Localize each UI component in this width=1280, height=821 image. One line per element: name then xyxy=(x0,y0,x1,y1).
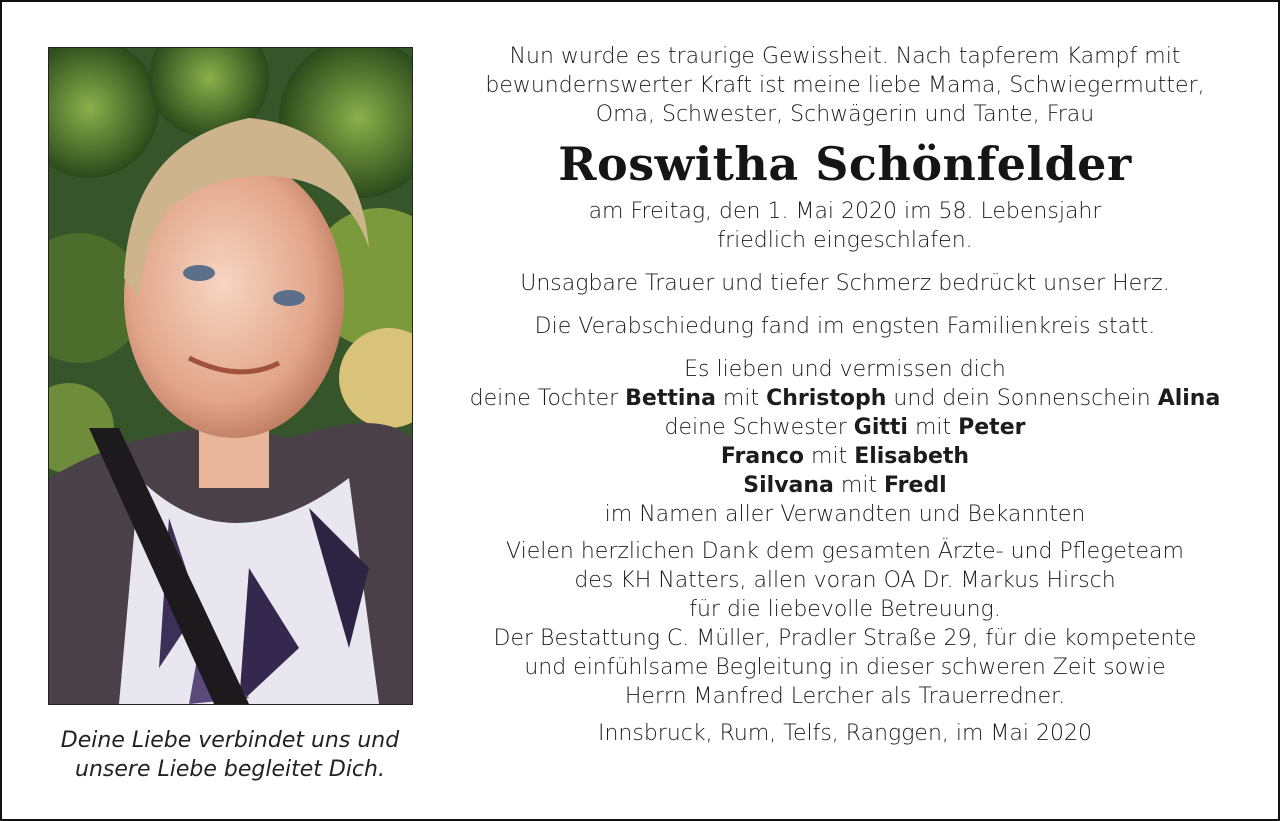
thanks-line: des KH Natters, allen voran OA Dr. Markus Hirsch xyxy=(574,568,1116,593)
thanks-line: Vielen herzlichen Dank dem gesamten Ärzte- und Pflegeteam xyxy=(506,539,1184,564)
mourners-row xyxy=(442,413,1248,442)
mourner-name: Elisabeth xyxy=(854,444,970,469)
mourner-text: deine Schwester xyxy=(664,415,854,440)
obituary-text xyxy=(442,42,1248,748)
mourner-text: und dein Sonnenschein xyxy=(886,386,1158,411)
photo-caption xyxy=(32,726,428,784)
caption-line: Deine Liebe verbindet uns und xyxy=(60,728,400,753)
farewell-line: Die Verabschiedung fand im engsten Familienkreis statt. xyxy=(534,314,1156,339)
thanks-line: und einfühlsame Begleitung in dieser schweren Zeit sowie xyxy=(524,655,1166,680)
portrait-image xyxy=(49,48,412,704)
death-line: friedlich eingeschlafen. xyxy=(717,228,973,253)
grief-line: Unsagbare Trauer und tiefer Schmerz bedrückt unser Herz. xyxy=(520,271,1170,296)
mourners-row xyxy=(442,384,1248,413)
thanks-line: für die liebevolle Betreuung. xyxy=(689,597,1001,622)
mourners-heading: Es lieben und vermissen dich xyxy=(684,357,1006,382)
mourners-row xyxy=(442,442,1248,471)
mourner-name: Peter xyxy=(958,415,1026,440)
deceased-name: Roswitha Schönfelder xyxy=(558,137,1132,191)
mourners-row xyxy=(442,471,1248,500)
death-date-line: am Freitag, den 1. Mai 2020 im 58. Lebensjahr xyxy=(588,199,1102,224)
thanks-line: Herrn Manfred Lercher als Trauerredner. xyxy=(624,684,1066,709)
mourner-text: mit xyxy=(715,386,767,411)
mourner-name: Alina xyxy=(1157,386,1221,411)
mourners-closing: im Namen aller Verwandten und Bekannten xyxy=(604,502,1086,527)
mourner-name: Silvana xyxy=(743,473,834,498)
mourner-name: Fredl xyxy=(884,473,947,498)
mourner-text: mit xyxy=(833,473,885,498)
intro-line: Nun wurde es traurige Gewissheit. Nach tapferem Kampf mit xyxy=(509,44,1181,69)
mourner-name: Bettina xyxy=(625,386,716,411)
mourner-name: Franco xyxy=(720,444,805,469)
mourner-text: mit xyxy=(804,444,855,469)
mourner-text: mit xyxy=(907,415,959,440)
mourner-text: deine Tochter xyxy=(469,386,626,411)
mourner-name: Gitti xyxy=(853,415,908,440)
place-date-line: Innsbruck, Rum, Telfs, Ranggen, im Mai 2020 xyxy=(597,721,1092,746)
caption-line: unsere Liebe begleitet Dich. xyxy=(75,757,385,782)
thanks-line: Der Bestattung C. Müller, Pradler Straße 29, für die kompetente xyxy=(493,626,1197,651)
portrait-photo xyxy=(48,47,413,705)
mourner-name: Christoph xyxy=(766,386,887,411)
intro-line: Oma, Schwester, Schwägerin und Tante, Frau xyxy=(595,102,1095,127)
intro-line: bewundernswerter Kraft ist meine liebe Mama, Schwiegermutter, xyxy=(485,73,1205,98)
